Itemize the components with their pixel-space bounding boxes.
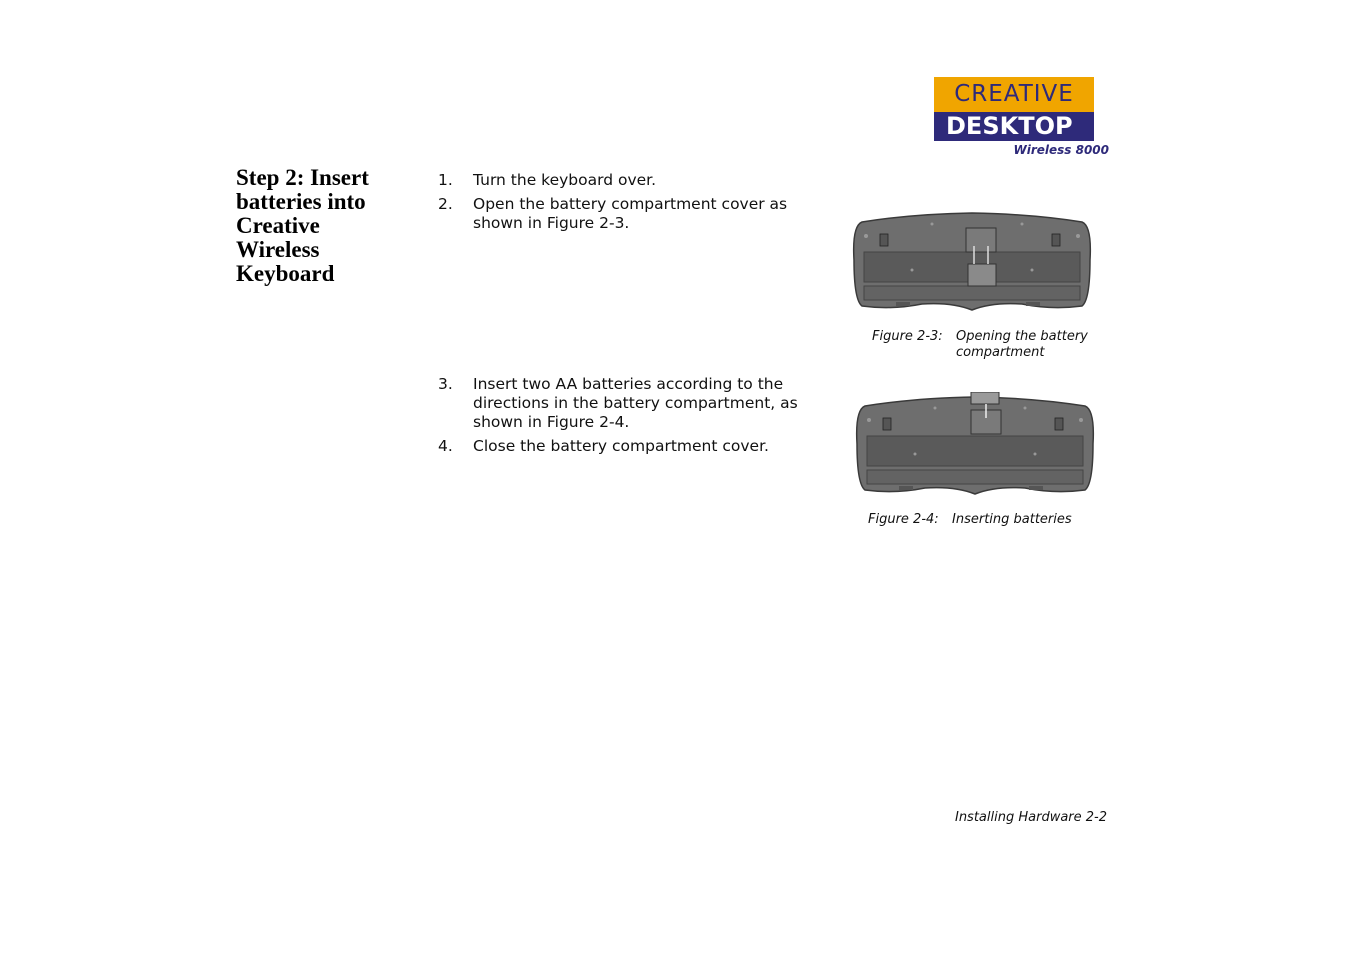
step-number: 2.	[438, 195, 453, 213]
figure-label: Figure 2-3:	[872, 329, 943, 344]
steps-list-part1	[438, 171, 828, 238]
figure-caption	[868, 512, 1072, 528]
step-text: Insert two AA batteries according to the directions in the battery compartment, as shown in Figure 2-4.	[473, 375, 798, 431]
step-text: Close the battery compartment cover.	[473, 437, 769, 455]
step-item	[438, 195, 828, 233]
step-text: Open the battery compartment cover as shown in Figure 2-3.	[473, 195, 788, 232]
figure-caption-text: Opening the battery compartment	[956, 329, 1088, 360]
step-item	[438, 375, 828, 432]
logo-brand: CREATIVE	[934, 77, 1094, 112]
step-item	[438, 171, 828, 190]
step-number: 3.	[438, 375, 453, 393]
step-number: 4.	[438, 437, 453, 455]
page-footer: Installing Hardware 2-2	[954, 810, 1107, 825]
figure-label: Figure 2-4:	[868, 512, 939, 527]
step-item	[438, 437, 828, 456]
section-heading: Step 2: Insert batteries into Creative Wireless Keyboard	[236, 165, 369, 286]
step-number: 1.	[438, 171, 453, 189]
creative-desktop-logo	[934, 77, 1109, 159]
logo-product: DESKTOP	[934, 112, 1094, 141]
figure-caption-text: Inserting batteries	[952, 512, 1072, 527]
logo-model: Wireless 8000	[1013, 143, 1109, 157]
steps-list-part2	[438, 375, 828, 461]
figure-caption	[872, 329, 1096, 361]
step-text: Turn the keyboard over.	[473, 171, 657, 189]
figure-keyboard-opening-compartment	[852, 210, 1092, 316]
figure-keyboard-inserting-batteries	[855, 392, 1095, 500]
